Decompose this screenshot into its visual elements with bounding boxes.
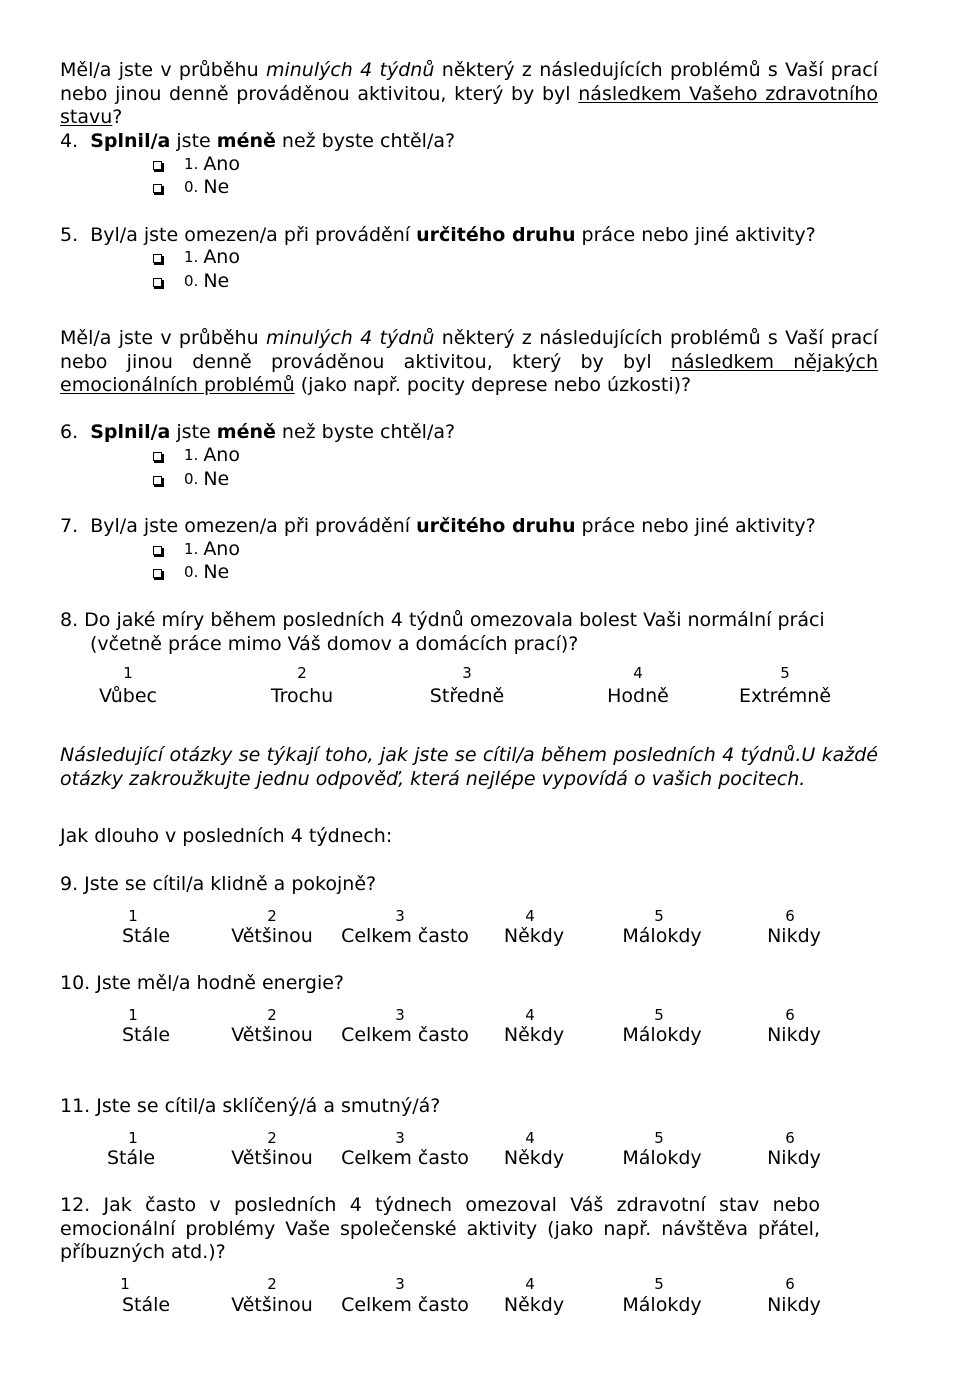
scale-number[interactable]: 5 [654, 1129, 664, 1147]
option-yes-q6[interactable] [153, 444, 240, 468]
option-yes-q7[interactable] [153, 538, 240, 562]
scale-label[interactable]: Celkem často [341, 1147, 469, 1169]
scale-number[interactable]: 6 [785, 1129, 795, 1147]
checkbox-icon[interactable] [153, 569, 162, 578]
scale-label[interactable]: Nikdy [767, 1147, 821, 1169]
question-8: 8. Do jaké míry během posledních 4 týdnů omezovala bolest Vaši normální práci (včetně práce mimo Váš domov a domácích prací)? [60, 609, 825, 655]
option-label: Ne [203, 270, 230, 293]
question-11: 11. Jste se cítil/a sklíčený/á a smutný/á? [60, 1095, 441, 1117]
scale-number[interactable]: 4 [525, 1006, 535, 1024]
question-text: jste [170, 130, 217, 152]
option-number: 1. [184, 540, 199, 559]
option-number: 1. [184, 248, 199, 267]
question-7 [60, 515, 816, 539]
scale-label[interactable]: Stále [121, 1024, 171, 1046]
scale-number[interactable]: 2 [267, 1129, 277, 1147]
option-number: 1. [184, 446, 199, 465]
checkbox-icon[interactable] [153, 254, 162, 263]
scale-label[interactable]: Většinou [231, 1294, 313, 1316]
intro-text: Měl/a jste v průběhu [60, 59, 266, 81]
intro-text: některý z následujících problémů s Vaší prací nebo jinou denně prováděnou aktivitou, který by byl [60, 59, 879, 105]
scale-number[interactable]: 5 [654, 907, 664, 925]
scale-label[interactable]: Stále [106, 1147, 156, 1169]
option-label: Ne [203, 561, 230, 584]
scale-label[interactable]: Celkem často [341, 1024, 469, 1046]
scale-label[interactable]: Málokdy [622, 1147, 702, 1169]
scale-label[interactable]: Nikdy [767, 1294, 821, 1316]
checkbox-icon[interactable] [153, 546, 162, 555]
option-number: 0. [184, 470, 199, 489]
scale-number[interactable]: 1 [128, 907, 138, 925]
option-yes-q4[interactable] [153, 153, 240, 177]
checkbox-icon[interactable] [153, 452, 162, 461]
scale-number[interactable]: 3 [395, 1275, 405, 1293]
question-number: 4. [60, 130, 79, 152]
scale-number[interactable]: 1 [123, 664, 133, 682]
question-text: práce nebo jiné aktivity? [575, 224, 816, 246]
option-label: Ne [203, 468, 230, 491]
scale-6-labels-q10 [0, 1024, 960, 1048]
option-no-q5[interactable] [153, 270, 229, 294]
scale-label[interactable]: Nikdy [767, 925, 821, 947]
scale-label[interactable]: Hodně [607, 685, 669, 707]
intro-emphasis: minulých 4 týdnů [265, 327, 435, 349]
scale-6-labels-q12 [0, 1294, 960, 1318]
scale-label[interactable]: Někdy [503, 925, 565, 947]
scale-number[interactable]: 1 [120, 1275, 130, 1293]
scale-number[interactable]: 3 [462, 664, 472, 682]
scale-label[interactable]: Málokdy [622, 1024, 702, 1046]
question-number: 7. [60, 515, 79, 537]
option-no-q7[interactable] [153, 561, 229, 585]
intro-text: (jako např. pocity deprese nebo úzkosti)? [294, 374, 692, 396]
intro-paragraph-work [60, 59, 878, 130]
question-text: než byste chtěl/a? [275, 130, 456, 152]
option-yes-q5[interactable] [153, 246, 240, 270]
scale-label[interactable]: Středně [429, 685, 505, 707]
scale-label[interactable]: Celkem často [341, 925, 469, 947]
scale-number[interactable]: 2 [267, 907, 277, 925]
scale-label[interactable]: Někdy [503, 1294, 565, 1316]
option-no-q4[interactable] [153, 176, 229, 200]
scale-6-labels-q11 [0, 1147, 960, 1171]
option-label: Ano [203, 153, 240, 176]
scale-5-numbers [0, 662, 960, 686]
intro-underlined: následkem Vašeho zdravotního stavu [60, 82, 878, 128]
question-text: práce nebo jiné aktivity? [575, 515, 816, 537]
option-label: Ano [203, 538, 240, 561]
question-bold: méně [216, 421, 276, 443]
question-text: než byste chtěl/a? [275, 421, 456, 443]
scale-number[interactable]: 2 [297, 664, 307, 682]
scale-label[interactable]: Většinou [231, 1147, 313, 1169]
scale-number[interactable]: 6 [785, 1275, 795, 1293]
intro-paragraph-emotional [60, 327, 878, 398]
scale-6-labels-q9 [0, 925, 960, 949]
checkbox-icon[interactable] [153, 278, 162, 287]
checkbox-icon[interactable] [153, 476, 162, 485]
option-number: 0. [184, 272, 199, 291]
how-long-heading: Jak dlouho v posledních 4 týdnech: [60, 825, 393, 847]
scale-number[interactable]: 5 [654, 1006, 664, 1024]
question-number: 6. [60, 421, 79, 443]
question-text: jste [170, 421, 217, 443]
scale-number[interactable]: 3 [395, 1129, 405, 1147]
scale-number[interactable]: 6 [785, 1006, 795, 1024]
scale-label[interactable]: Většinou [231, 1024, 313, 1046]
option-label: Ne [203, 176, 230, 199]
question-bold: určitého druhu [416, 515, 576, 537]
scale-number[interactable]: 1 [128, 1129, 138, 1147]
scale-label[interactable]: Někdy [503, 1147, 565, 1169]
scale-label[interactable]: Většinou [231, 925, 313, 947]
checkbox-icon[interactable] [153, 161, 162, 170]
scale-number[interactable]: 4 [525, 1129, 535, 1147]
intro-underlined: následkem nějakých emocionálních problémů [60, 350, 879, 396]
question-bold: Splnil/a [90, 130, 171, 152]
option-no-q6[interactable] [153, 468, 229, 492]
question-text: Byl/a jste omezen/a při provádění [90, 515, 417, 537]
question-bold: méně [216, 130, 276, 152]
scale-number[interactable]: 2 [267, 1275, 277, 1293]
intro-emphasis: minulých 4 týdnů [265, 59, 435, 81]
option-number: 1. [184, 155, 199, 174]
option-number: 0. [184, 178, 199, 197]
question-12: 12. Jak často v posledních 4 týdnech omezoval Váš zdravotní stav nebo emocionální problémy Vaše společenské aktivity (jako např. návštěva přátel, příbuzných atd.)? [60, 1194, 820, 1263]
scale-number[interactable]: 3 [395, 1006, 405, 1024]
scale-label[interactable]: Stále [121, 925, 171, 947]
question-text: Byl/a jste omezen/a při provádění [90, 224, 417, 246]
scale-number[interactable]: 4 [525, 907, 535, 925]
scale-number[interactable]: 6 [785, 907, 795, 925]
scale-number[interactable]: 3 [395, 907, 405, 925]
scale-label[interactable]: Málokdy [622, 925, 702, 947]
checkbox-icon[interactable] [153, 184, 162, 193]
option-label: Ano [203, 444, 240, 467]
question-5 [60, 224, 816, 248]
scale-number[interactable]: 4 [525, 1275, 535, 1293]
scale-number[interactable]: 1 [128, 1006, 138, 1024]
question-bold: určitého druhu [416, 224, 576, 246]
question-9: 9. Jste se cítil/a klidně a pokojně? [60, 873, 377, 895]
intro-text: některý z následujících problémů s Vaší prací nebo jinou denně prováděnou aktivitou, který by byl [60, 327, 879, 373]
question-6 [60, 421, 455, 445]
scale-5-labels [0, 685, 960, 709]
scale-label[interactable]: Někdy [503, 1024, 565, 1046]
question-number: 5. [60, 224, 79, 246]
scale-number[interactable]: 4 [633, 664, 643, 682]
option-number: 0. [184, 563, 199, 582]
scale-label[interactable]: Trochu [270, 685, 334, 707]
scale-label[interactable]: Celkem často [341, 1294, 469, 1316]
intro-text: ? [112, 106, 123, 128]
scale-label[interactable]: Málokdy [622, 1294, 702, 1316]
scale-number[interactable]: 2 [267, 1006, 277, 1024]
question-10: 10. Jste měl/a hodně energie? [60, 972, 345, 994]
scale-label[interactable]: Extrémně [738, 685, 832, 707]
question-bold: Splnil/a [90, 421, 171, 443]
intro-text: Měl/a jste v průběhu [60, 327, 266, 349]
instructions-paragraph: Následující otázky se týkají toho, jak jste se cítil/a během posledních 4 týdnů.U každé otázky zakroužkujte jednu odpověď, která nejlépe vypovídá o vašich pocitech. [60, 744, 878, 790]
question-4 [60, 130, 455, 154]
scale-label[interactable]: Nikdy [767, 1024, 821, 1046]
option-label: Ano [203, 246, 240, 269]
scale-label[interactable]: Vůbec [99, 685, 157, 707]
scale-label[interactable]: Stále [121, 1294, 171, 1316]
scale-number[interactable]: 5 [780, 664, 790, 682]
scale-number[interactable]: 5 [654, 1275, 664, 1293]
